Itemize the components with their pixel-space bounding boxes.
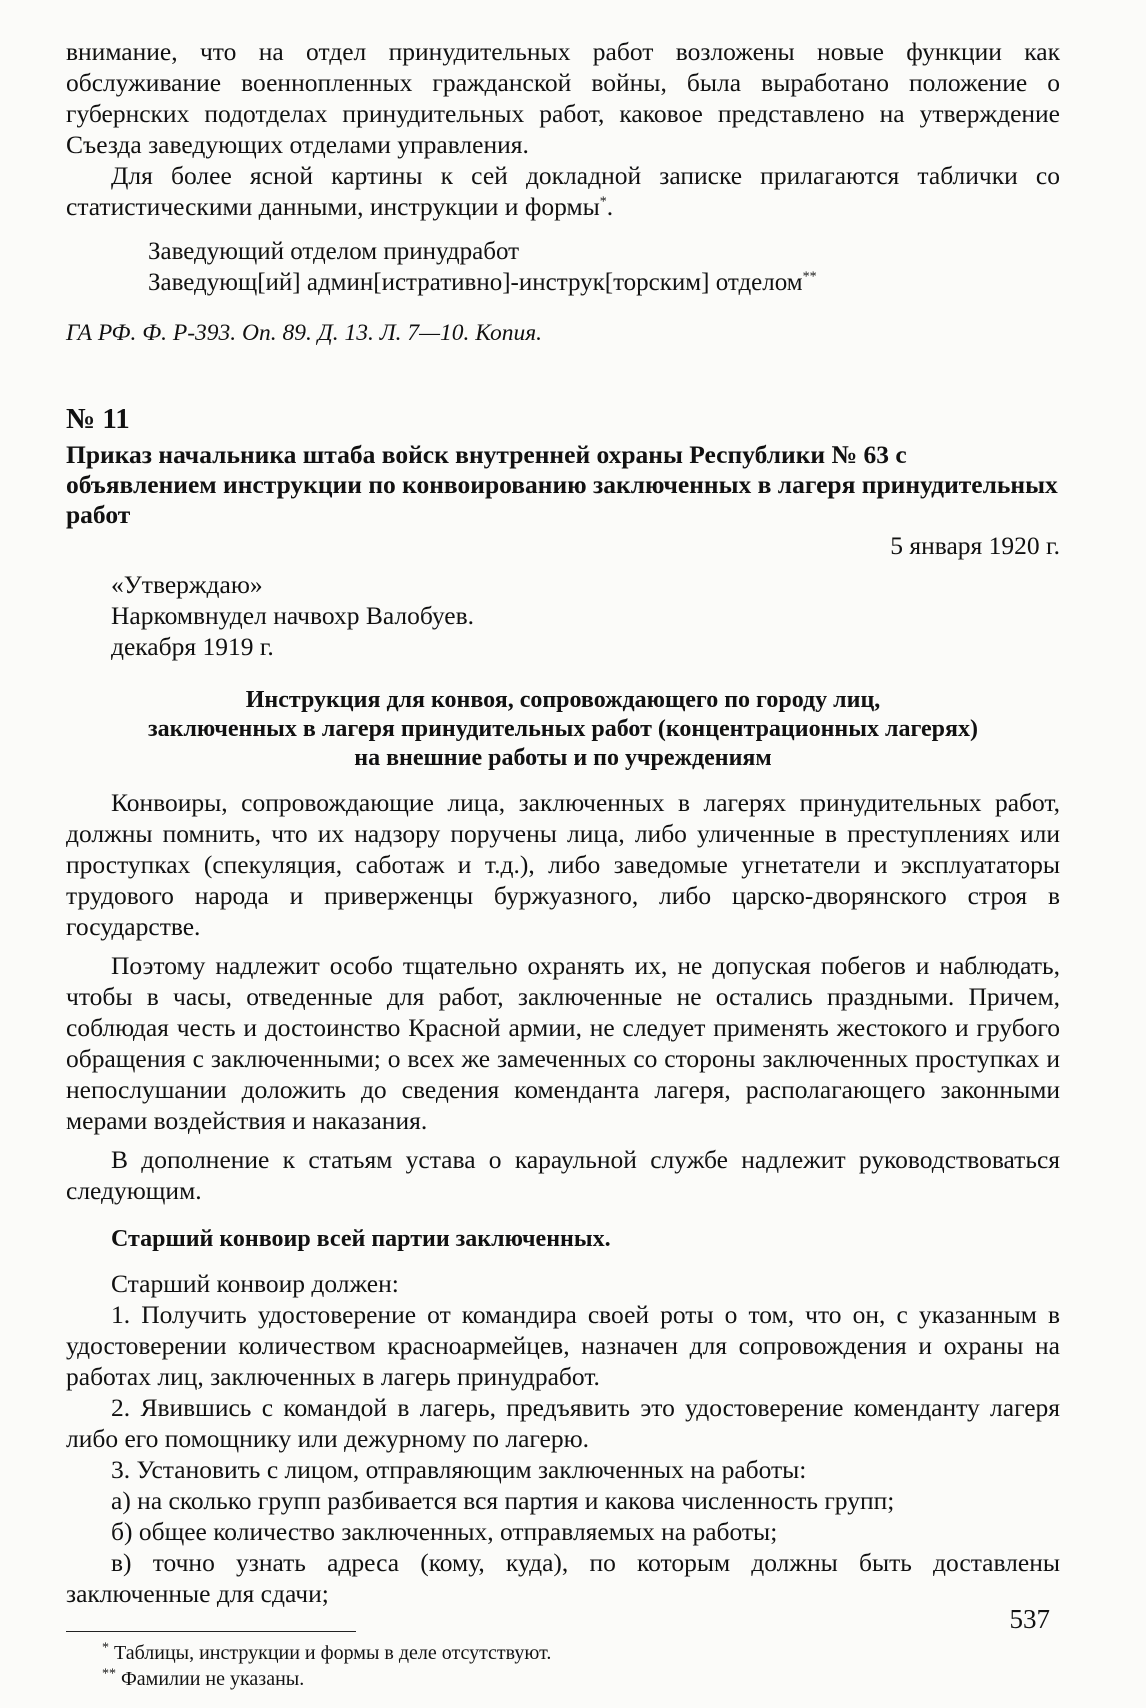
instruction-item: 1. Получить удостоверение от командира своей роты о том, что он, с указанным в удостоверении количеством красноармейцев, назначен для сопровождения и охраны на работах лиц, заключенных в лагерь принудработ. (66, 1300, 1060, 1391)
footnote (66, 1640, 1060, 1666)
signature-line-2 (66, 267, 1060, 298)
footnote-mark: * (102, 1640, 109, 1656)
instruction-subitem: а) на сколько групп разбивается вся партия и какова численность групп; (111, 1486, 895, 1515)
instruction-title-line: заключенных в лагеря принудительных работ (концентрационных лагерях) (147, 716, 979, 742)
signature-line-1: Заведующий отделом принудработ (148, 238, 520, 265)
document-date: 5 января 1920 г. (890, 531, 1060, 560)
approval-line: «Утверждаю» (111, 570, 263, 599)
footnote-mark: * (599, 194, 607, 210)
footnote (66, 1666, 1060, 1692)
instruction-item: 3. Установить с лицом, отправляющим заключенных на работы: (111, 1455, 807, 1484)
archive-reference: ГА РФ. Ф. Р-393. Оп. 89. Д. 13. Л. 7—10. Копия. (66, 320, 543, 346)
continued-paragraph: внимание, что на отдел принудительных работ возложены новые функции как обслуживание военнопленных гражданской войны, была выработано положение о губернских подотделах принудительных работ, каковое представлено на утверждение Съезда заведующих отделами управления. (66, 37, 1060, 159)
section-heading: Старший конвоир всей партии заключенных. (111, 1226, 611, 1252)
footnote-mark: ** (802, 269, 817, 285)
attachments-end: . (606, 192, 614, 221)
instruction-title (66, 686, 1060, 773)
instruction-item: 2. Явившись с командой в лагерь, предъявить это удостоверение коменданту лагеря либо его помощнику или дежурному по лагерю. (66, 1393, 1060, 1453)
footnote-text: Таблицы, инструкции и формы в деле отсутствуют. (114, 1642, 552, 1664)
approval-line: декабря 1919 г. (111, 632, 274, 661)
footnote-mark: ** (102, 1666, 116, 1682)
footnote-divider (66, 1631, 356, 1632)
instruction-paragraph: Конвоиры, сопровождающие лица, заключенных в лагерях принудительных работ, должны помнить, что их надзору поручены лица, либо уличенные в преступлениях или проступках (спекуляция, саботаж и т.д.), либо заведомые угнетатели и эксплуататоры трудового народа и приверженцы буржуазного, либо царско-дворянского строя в государстве. (66, 788, 1060, 941)
instruction-subitem: в) точно узнать адреса (кому, куда), по которым должны быть доставлены заключенные для сдачи; (66, 1548, 1060, 1608)
instruction-paragraph: Поэтому надлежит особо тщательно охранять их, не допуская побегов и наблюдать, чтобы в часы, отведенные для работ, заключенные не остались праздными. Причем, соблюдая честь и достоинство Красной армии, не следует применять жестокого и грубого обращения с заключенными; о всех же замеченных со стороны заключенных проступках и непослушании доложить до сведения коменданта лагеря, располагающего законными мерами воздействия и наказания. (66, 951, 1060, 1135)
section-intro: Старший конвоир должен: (111, 1269, 399, 1298)
instruction-title-line: на внешние работы и по учреждениям (354, 745, 772, 771)
instruction-subitem: б) общее количество заключенных, отправляемых на работы; (111, 1517, 778, 1546)
document-title: Приказ начальника штаба войск внутренней охраны Республики № 63 с объявлением инструкции по конвоированию заключенных в лагеря принудительных работ (66, 440, 1058, 529)
page-number: 537 (1009, 1604, 1050, 1634)
instruction-paragraph: В дополнение к статьям устава о караульной службе надлежит руководствоваться следующим. (66, 1145, 1060, 1205)
footnote-text: Фамилии не указаны. (121, 1668, 305, 1690)
attachments-paragraph (66, 160, 1060, 222)
page-content (66, 36, 1060, 1692)
document-number: № 11 (66, 403, 130, 435)
signature-line-2-text: Заведующ[ий] админ[истративно]-инструк[торским] отделом (148, 269, 803, 296)
attachments-text: Для более ясной картины к сей докладной записке прилагаются таблички со статистическими данными, инструкции и формы (66, 161, 1060, 221)
approval-line: Наркомвнудел начвохр Валобуев. (111, 601, 475, 630)
instruction-title-line: Инструкция для конвоя, сопровождающего по городу лиц, (245, 687, 881, 713)
